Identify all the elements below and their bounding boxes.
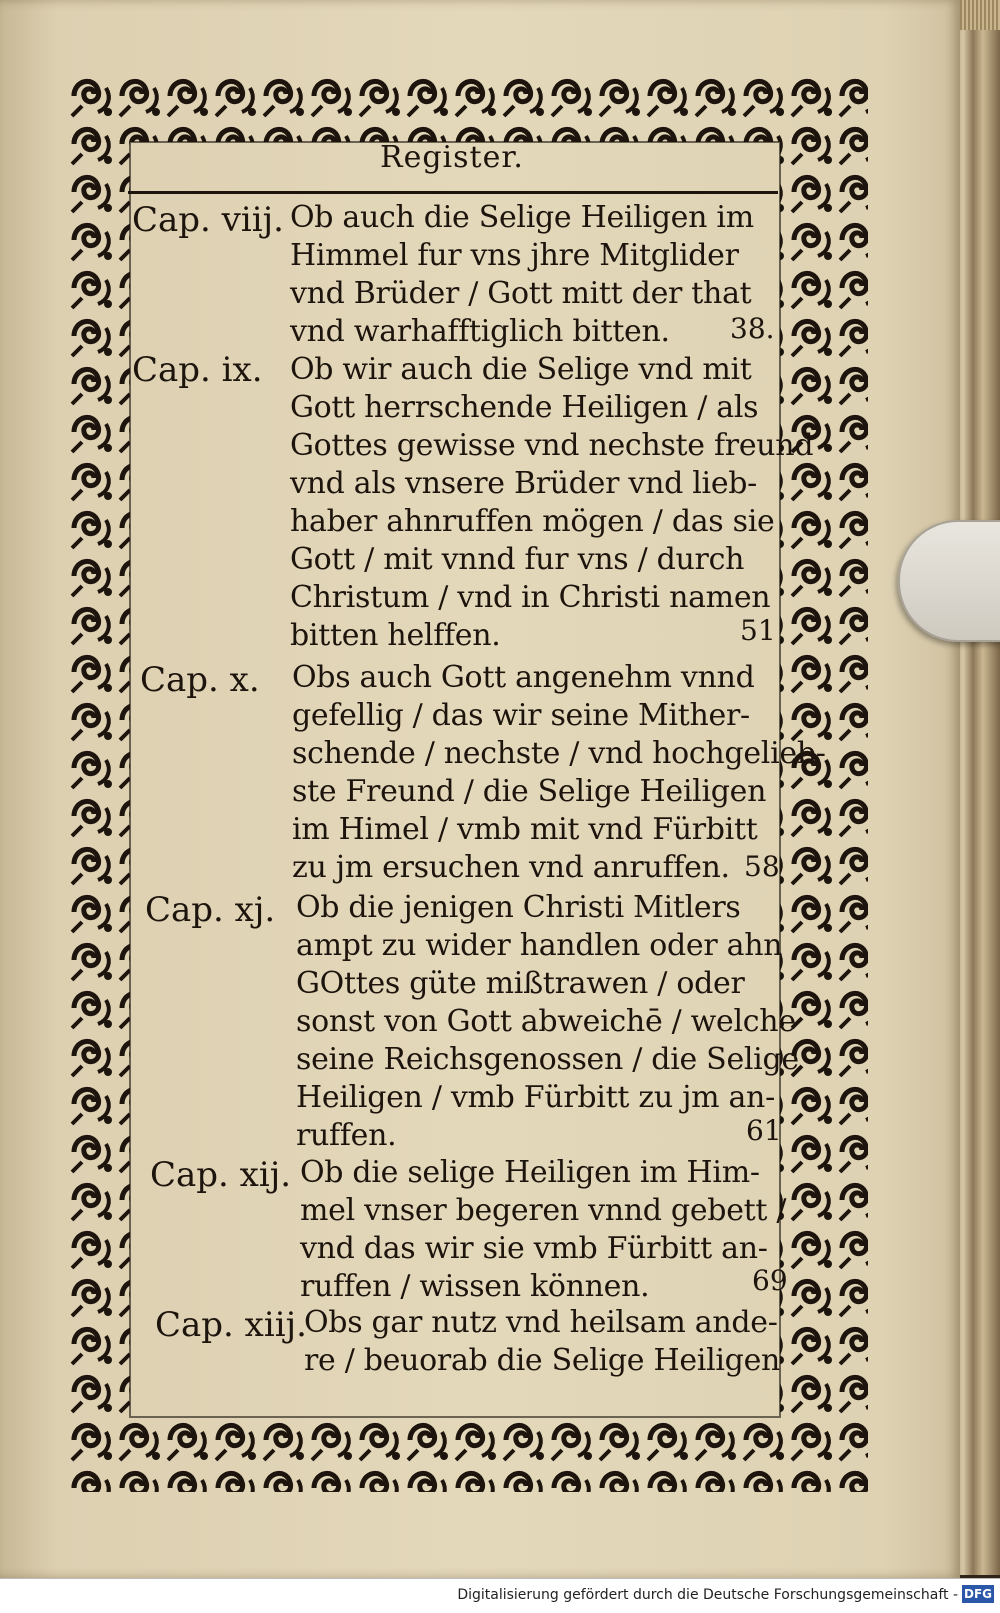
entry-line: sonst von Gott abweichē / welche bbox=[296, 1004, 796, 1039]
dfg-logo: DFG bbox=[963, 1587, 992, 1601]
credit-text: Digitalisierung gefördert durch die Deutsche Forschungsgemeinschaft - bbox=[457, 1587, 958, 1603]
entry-line: vnd warhafftiglich bitten. bbox=[290, 314, 670, 349]
entry-line: Obs auch Gott angenehm vnnd bbox=[292, 660, 755, 695]
entry-line: im Himel / vmb mit vnd Fürbitt bbox=[292, 812, 758, 847]
chapter-label: Cap. ix. bbox=[132, 350, 263, 390]
entry-line: mel vnser begeren vnnd gebett / bbox=[300, 1193, 787, 1228]
page-number: 61 bbox=[746, 1114, 782, 1147]
page-number: 51 bbox=[740, 614, 776, 647]
entry-line: Ob wir auch die Selige vnd mit bbox=[290, 352, 752, 387]
footer-bar bbox=[0, 1578, 1000, 1613]
entry-line: ruffen. bbox=[296, 1118, 397, 1153]
chapter-label: Cap. x. bbox=[140, 660, 260, 700]
page-number: 69 bbox=[752, 1264, 788, 1297]
entry-line: Ob die jenigen Christi Mitlers bbox=[296, 890, 741, 925]
page-number: 38. bbox=[730, 312, 775, 345]
entry-line: Ob die selige Heiligen im Him- bbox=[300, 1155, 760, 1190]
chapter-label: Cap. xij. bbox=[150, 1155, 292, 1195]
entry-line: bitten helffen. bbox=[290, 618, 501, 653]
entry-line: GOttes güte mißtrawen / oder bbox=[296, 966, 745, 1001]
entry-line: haber ahnruffen mögen / das sie bbox=[290, 504, 775, 539]
entry-line: Ob auch die Selige Heiligen im bbox=[290, 200, 754, 235]
entry-line: seine Reichsgenossen / die Selige bbox=[296, 1042, 799, 1077]
chapter-label: Cap. xiij. bbox=[155, 1305, 307, 1345]
entry-line: ampt zu wider handlen oder ahn bbox=[296, 928, 783, 963]
entry-line: Christum / vnd in Christi namen bbox=[290, 580, 771, 615]
page-number: 58 bbox=[744, 850, 780, 883]
page-title: Register. bbox=[380, 140, 524, 175]
entry-line: Gott herrschende Heiligen / als bbox=[290, 390, 759, 425]
entry-line: vnd das wir sie vmb Fürbitt an- bbox=[300, 1231, 768, 1266]
chapter-label: Cap. xj. bbox=[145, 890, 276, 930]
entry-line: Heiligen / vmb Fürbitt zu jm an- bbox=[296, 1080, 775, 1115]
entry-line: gefellig / das wir seine Mither- bbox=[292, 698, 750, 733]
entry-line: Gott / mit vnnd fur vns / durch bbox=[290, 542, 745, 577]
entry-line: Gottes gewisse vnd nechste freund bbox=[290, 428, 814, 463]
entry-line: re / beuorab die Selige Heiligen bbox=[304, 1343, 781, 1378]
entry-line: schende / nechste / vnd hochgelieb- bbox=[292, 736, 826, 771]
entry-line: vnd Brüder / Gott mitt der that bbox=[290, 276, 752, 311]
entry-line: ste Freund / die Selige Heiligen bbox=[292, 774, 767, 809]
entry-line: vnd als vnsere Brüder vnd lieb- bbox=[290, 466, 758, 501]
entry-line: ruffen / wissen können. bbox=[300, 1269, 650, 1304]
entry-line: zu jm ersuchen vnd anruffen. bbox=[292, 850, 730, 885]
entry-line: Himmel fur vns jhre Mitglider bbox=[290, 238, 739, 273]
page-edge bbox=[955, 0, 1000, 1575]
chapter-label: Cap. viij. bbox=[132, 200, 284, 240]
entry-line: Obs gar nutz vnd heilsam ande- bbox=[304, 1305, 778, 1340]
